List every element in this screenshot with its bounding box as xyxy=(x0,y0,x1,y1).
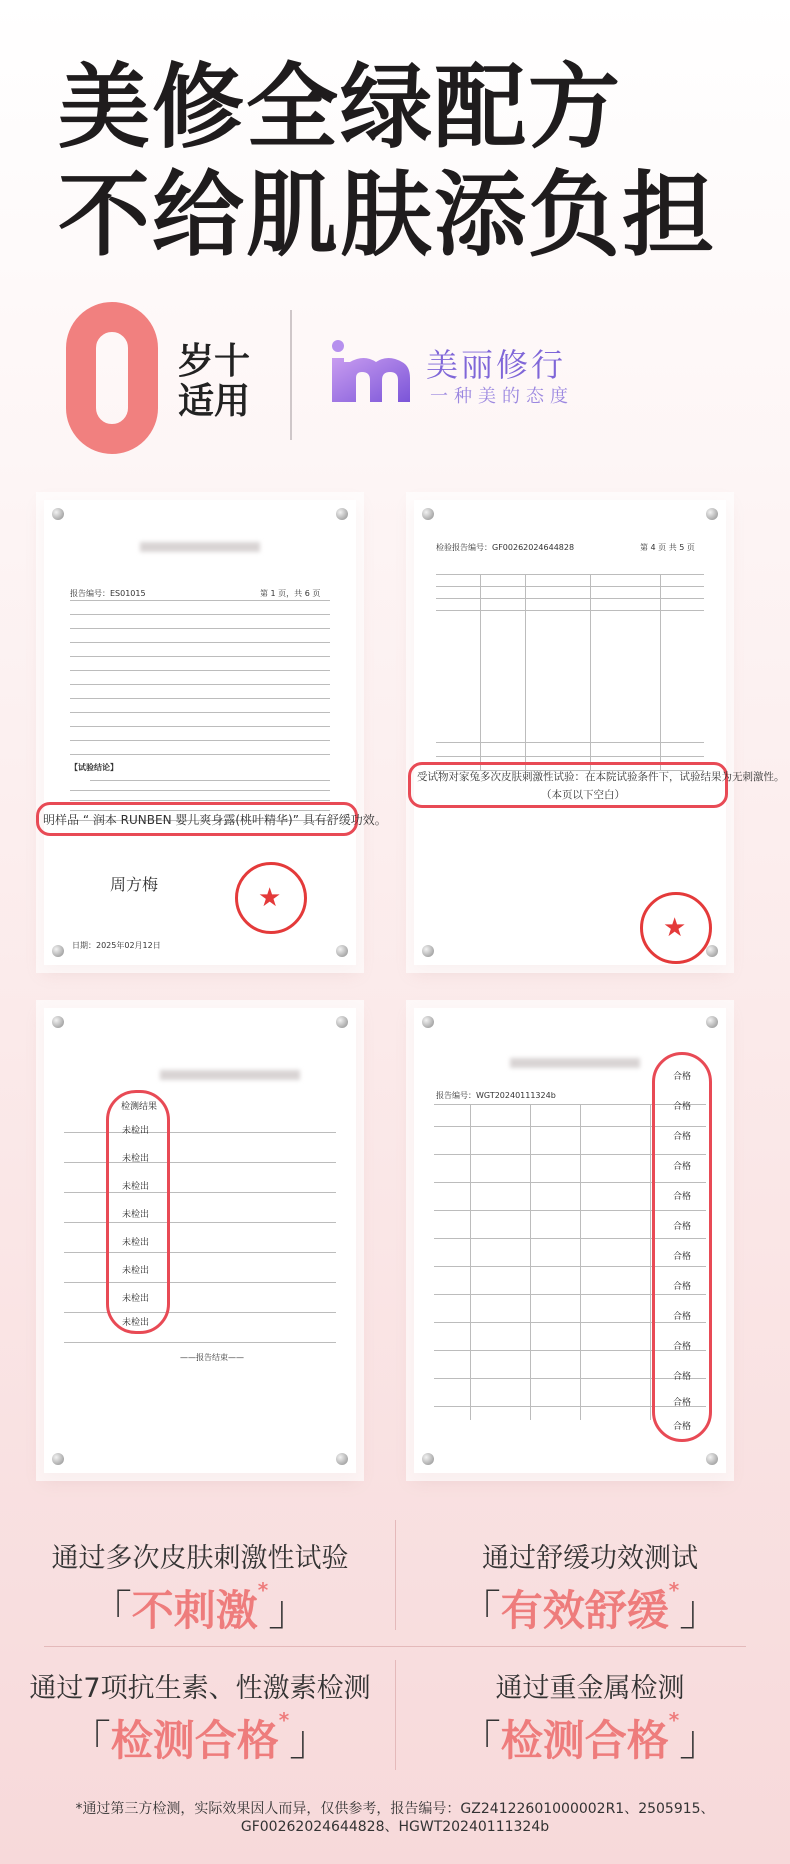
result-cell: 合格 xyxy=(673,1372,692,1382)
result-cell: 合格 xyxy=(673,1162,692,1172)
claims-divider-vertical xyxy=(395,1520,396,1630)
highlight-box xyxy=(36,802,387,836)
blurred-org-name xyxy=(160,1070,300,1080)
result-cell: 合格 xyxy=(673,1132,692,1142)
highlight-box xyxy=(652,1052,712,1442)
result-cell: 合格 xyxy=(673,1192,692,1202)
rivet-icon xyxy=(52,1016,64,1028)
result-cell: 未检出 xyxy=(122,1154,150,1164)
headline-line-2: 不给肌肤添负担 xyxy=(58,162,717,269)
certificate-soothing xyxy=(43,500,387,965)
certificate-document xyxy=(60,1030,340,1453)
zero-age-badge xyxy=(58,292,168,468)
rivet-icon xyxy=(336,1016,348,1028)
claim-title-irritation: 通过多次皮肤刺激性试验 xyxy=(51,1543,349,1574)
result-cell: 未检出 xyxy=(122,1210,150,1220)
claim-value-heavy-metals: 「检测合格*」 xyxy=(458,1708,722,1765)
signature: 周方梅 xyxy=(110,875,159,894)
rivet-icon xyxy=(706,508,718,520)
result-cell: 未检出 xyxy=(122,1266,150,1276)
rivet-icon xyxy=(422,1016,434,1028)
rivet-icon xyxy=(706,1453,718,1465)
claims-divider-vertical xyxy=(395,1660,396,1770)
rivet-icon xyxy=(422,1453,434,1465)
result-cell: 未检出 xyxy=(122,1182,150,1192)
report-number: 检验报告编号：GF00262024644828 xyxy=(436,543,575,552)
result-cell: 未检出 xyxy=(122,1294,150,1304)
claims-divider-horizontal xyxy=(44,1646,746,1647)
footnote-line-2: GF00262024644828、HGWT20240111324b xyxy=(240,1819,550,1835)
brand-name: 美丽修行 xyxy=(426,346,567,384)
rivet-icon xyxy=(422,508,434,520)
result-cell: 未检出 xyxy=(122,1238,150,1248)
rivet-icon xyxy=(52,945,64,957)
highlight-text-line-2: （本页以下空白） xyxy=(541,789,625,801)
page-number: 第 4 页 共 5 页 xyxy=(640,543,695,552)
certificate-antibiotics xyxy=(44,1008,356,1473)
age-label-line-2: 适用 xyxy=(178,381,251,422)
rivet-icon xyxy=(422,945,434,957)
headline-line-1: 美修全绿配方 xyxy=(58,54,623,161)
rivet-icon xyxy=(336,1453,348,1465)
result-cell: 合格 xyxy=(673,1282,692,1292)
result-cell: 未检出 xyxy=(122,1318,150,1328)
result-cell: 未检出 xyxy=(122,1126,150,1136)
star-icon: ★ xyxy=(663,913,687,943)
result-cell: 合格 xyxy=(673,1398,692,1408)
official-seal xyxy=(235,862,307,934)
highlight-box xyxy=(408,762,785,808)
rivet-icon xyxy=(706,945,718,957)
blurred-org-name xyxy=(510,1058,640,1068)
report-number: 报告编号：ES01015 xyxy=(70,589,146,598)
rivet-icon xyxy=(336,945,348,957)
report-end: ——报告结束—— xyxy=(180,1353,244,1362)
result-cell: 合格 xyxy=(673,1252,692,1262)
rivet-icon xyxy=(706,1016,718,1028)
rivet-icon xyxy=(336,508,348,520)
highlight-text: 明样品 “ 润本 RUNBEN 婴儿爽身露(桃叶精华)” 具有舒缓功效。 xyxy=(43,813,387,827)
result-cell: 合格 xyxy=(673,1342,692,1352)
zero-graphic xyxy=(66,302,158,454)
certificate-heavy-metals xyxy=(414,1008,726,1473)
claim-title-antibiotics: 通过7项抗生素、性激素检测 xyxy=(29,1673,371,1704)
certificate-document xyxy=(60,522,340,950)
conclusion-heading: 【试验结论】 xyxy=(70,763,118,772)
results-header: 检测结果 xyxy=(121,1102,158,1112)
official-seal xyxy=(640,892,712,964)
headline xyxy=(58,54,716,270)
age-label-line-1: 岁十 xyxy=(178,341,251,382)
result-cell: 合格 xyxy=(673,1072,692,1082)
claim-title-soothing: 通过舒缓功效测试 xyxy=(482,1543,698,1574)
claim-value-antibiotics: 「检测合格*」 xyxy=(68,1708,332,1765)
footnote-line-1: *通过第三方检测，实际效果因人而异，仅供参考，报告编号：GZ24122601000002R1、2505915、 xyxy=(75,1801,715,1817)
claim-value-irritation: 「不刺激*」 xyxy=(89,1578,311,1635)
certificate-document xyxy=(430,522,710,945)
brand-divider xyxy=(290,310,292,440)
rivet-icon xyxy=(52,508,64,520)
age-label xyxy=(178,342,250,422)
result-cell: 合格 xyxy=(673,1102,692,1112)
brand-slogan: 一种美的态度 xyxy=(430,386,574,407)
result-cell: 合格 xyxy=(673,1222,692,1232)
brand-m-icon xyxy=(330,340,420,404)
highlight-text-line-1: 受试物对家兔多次皮肤刺激性试验：在本院试验条件下，试验结果为无刺激性。 xyxy=(417,771,785,783)
rivet-icon xyxy=(52,1453,64,1465)
footnote xyxy=(30,1800,760,1836)
result-cell: 合格 xyxy=(673,1312,692,1322)
result-cell: 合格 xyxy=(673,1422,692,1432)
report-date: 日期：2025年02月12日 xyxy=(72,941,161,950)
blurred-org-name xyxy=(140,542,260,552)
highlight-box xyxy=(106,1090,170,1334)
report-number: 报告编号：WGT20240111324b xyxy=(436,1091,556,1100)
claim-value-soothing: 「有效舒缓*」 xyxy=(458,1578,722,1635)
claim-title-heavy-metals: 通过重金属检测 xyxy=(495,1673,685,1704)
certificate-irritation xyxy=(414,500,785,965)
star-icon: ★ xyxy=(258,883,282,913)
page-number: 第 1 页，共 6 页 xyxy=(260,589,321,598)
